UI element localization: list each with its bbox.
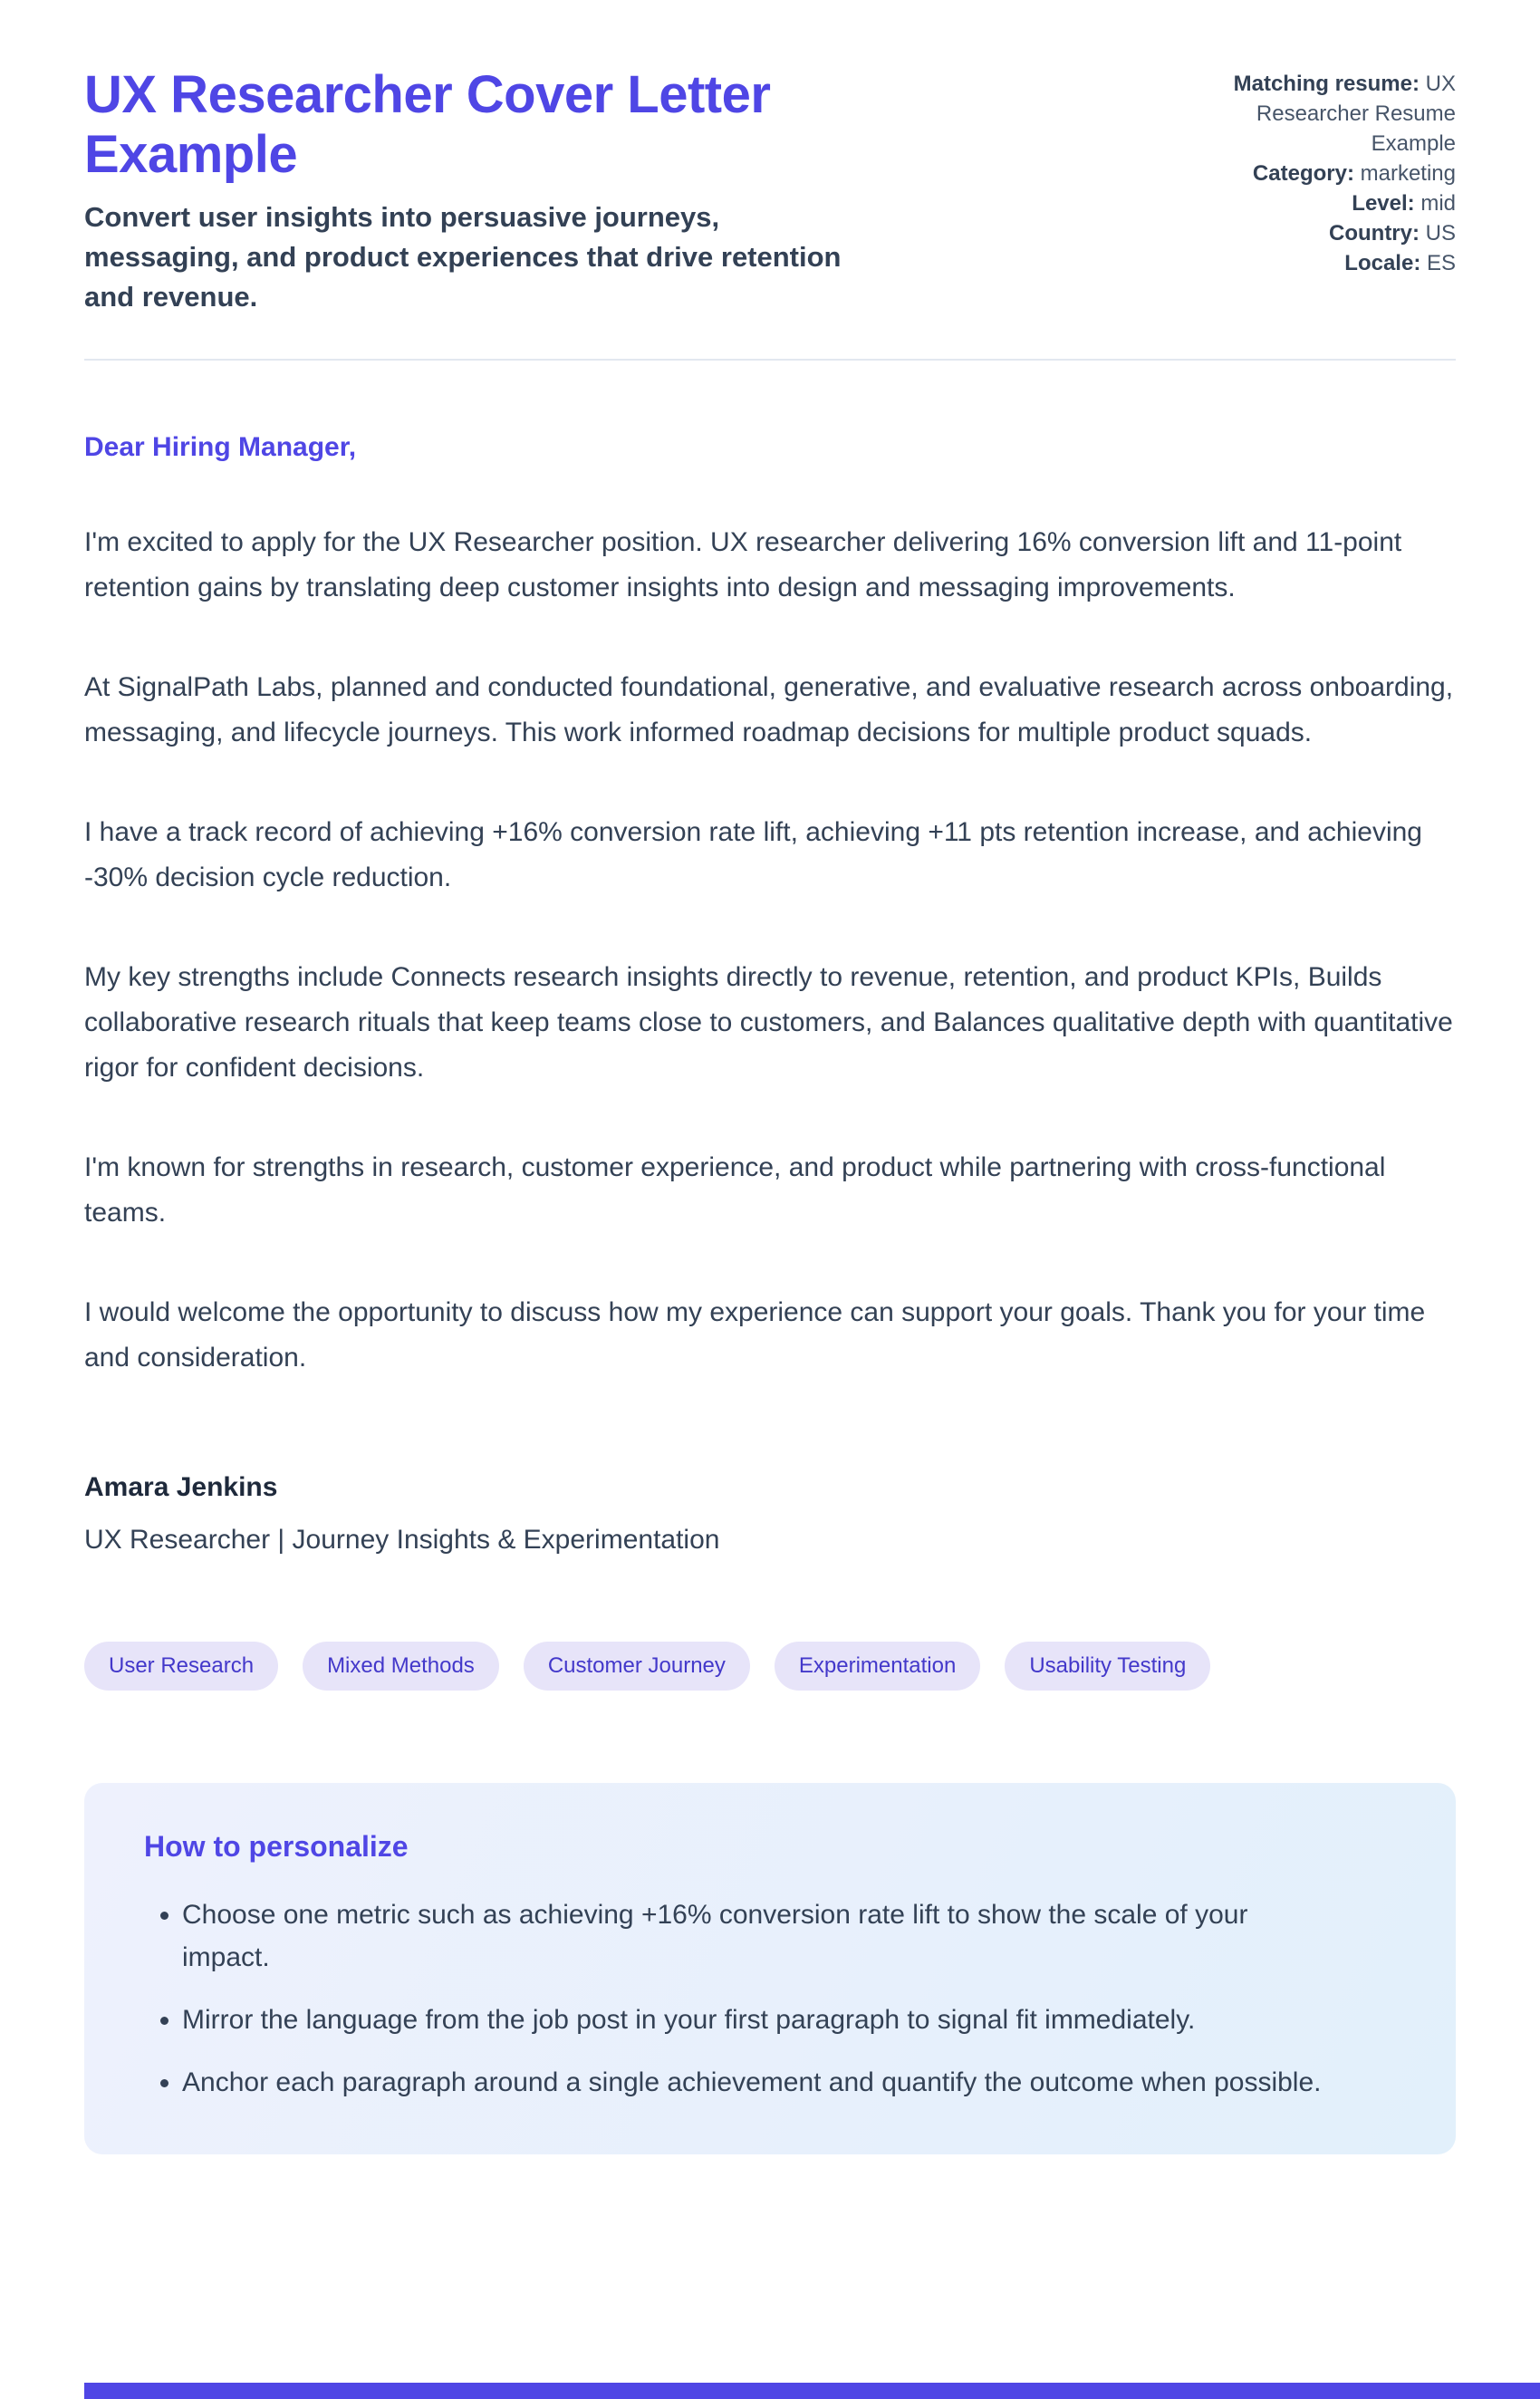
meta-label-matching-resume: Matching resume: bbox=[1233, 72, 1420, 96]
personalize-tips-card bbox=[84, 1783, 1456, 2154]
letter-paragraph-2: At SignalPath Labs, planned and conducted foundational, generative, and evaluative research across onboarding, messaging, and lifecycle journeys. This work informed roadmap decisions for multiple product squads. bbox=[84, 672, 1454, 747]
tag-list bbox=[84, 1642, 1456, 1691]
header-title-block bbox=[84, 65, 881, 317]
signature-name: Amara Jenkins bbox=[84, 1472, 278, 1502]
meta-label-category: Category: bbox=[1252, 161, 1354, 186]
meta-panel bbox=[1222, 65, 1456, 278]
footer-accent-bar bbox=[84, 2383, 1540, 2399]
tag-customer-journey: Customer Journey bbox=[524, 1642, 750, 1691]
tips-list bbox=[142, 1893, 1338, 2104]
tag-experimentation: Experimentation bbox=[775, 1642, 980, 1691]
tip-item-3: • Anchor each paragraph around a single achievement and quantify the outcome when possible. bbox=[182, 2061, 1338, 2104]
meta-value-matching-resume: UX Researcher Resume Example bbox=[1256, 72, 1456, 156]
page-title: UX Researcher Cover Letter Example bbox=[84, 65, 771, 184]
letter-paragraph-5: I'm known for strengths in research, customer experience, and product while partnering with cross-functional teams. bbox=[84, 1152, 1386, 1228]
meta-row-category bbox=[1222, 159, 1456, 188]
meta-value-category: marketing bbox=[1360, 161, 1456, 186]
meta-label-locale: Locale: bbox=[1344, 251, 1421, 275]
meta-value-locale: ES bbox=[1426, 251, 1456, 275]
tag-usability-testing: Usability Testing bbox=[1005, 1642, 1210, 1691]
meta-label-country: Country: bbox=[1329, 221, 1420, 246]
header-divider bbox=[84, 359, 1456, 361]
cover-letter-body bbox=[84, 429, 1456, 1558]
tips-heading: How to personalize bbox=[144, 1830, 409, 1863]
page-subtitle: Convert user insights into persuasive journeys, messaging, and product experiences that drive retention and revenue. bbox=[84, 201, 842, 313]
meta-value-country: US bbox=[1425, 221, 1456, 246]
letter-paragraph-6: I would welcome the opportunity to discuss how my experience can support your goals. Thank you for your time and consideration. bbox=[84, 1297, 1426, 1373]
signature-role: UX Researcher | Journey Insights & Experimentation bbox=[84, 1525, 720, 1555]
header bbox=[84, 65, 1456, 317]
tip-item-1: • Choose one metric such as achieving +16% conversion rate lift to show the scale of your impact. bbox=[182, 1893, 1338, 1979]
meta-row-locale bbox=[1222, 248, 1456, 278]
letter-paragraph-4: My key strengths include Connects research insights directly to revenue, retention, and product KPIs, Builds collaborative research rituals that keep teams close to customers, and Balances qualitative depth with quantitative rigor for confident decisions. bbox=[84, 962, 1453, 1083]
meta-row-matching-resume bbox=[1222, 69, 1456, 159]
salutation: Dear Hiring Manager, bbox=[84, 432, 357, 462]
tag-mixed-methods: Mixed Methods bbox=[303, 1642, 499, 1691]
meta-row-level bbox=[1222, 188, 1456, 218]
tip-item-2: • Mirror the language from the job post in your first paragraph to signal fit immediately. bbox=[182, 1999, 1338, 2041]
meta-label-level: Level: bbox=[1352, 191, 1415, 216]
meta-row-country bbox=[1222, 218, 1456, 248]
letter-paragraph-3: I have a track record of achieving +16% conversion rate lift, achieving +11 pts retention increase, and achieving -30% decision cycle reduction. bbox=[84, 817, 1422, 892]
meta-value-level: mid bbox=[1420, 191, 1456, 216]
letter-paragraph-1: I'm excited to apply for the UX Researcher position. UX researcher delivering 16% conversion lift and 11-point retention gains by translating deep customer insights into design and messaging improvements. bbox=[84, 527, 1402, 602]
tag-user-research: User Research bbox=[84, 1642, 278, 1691]
